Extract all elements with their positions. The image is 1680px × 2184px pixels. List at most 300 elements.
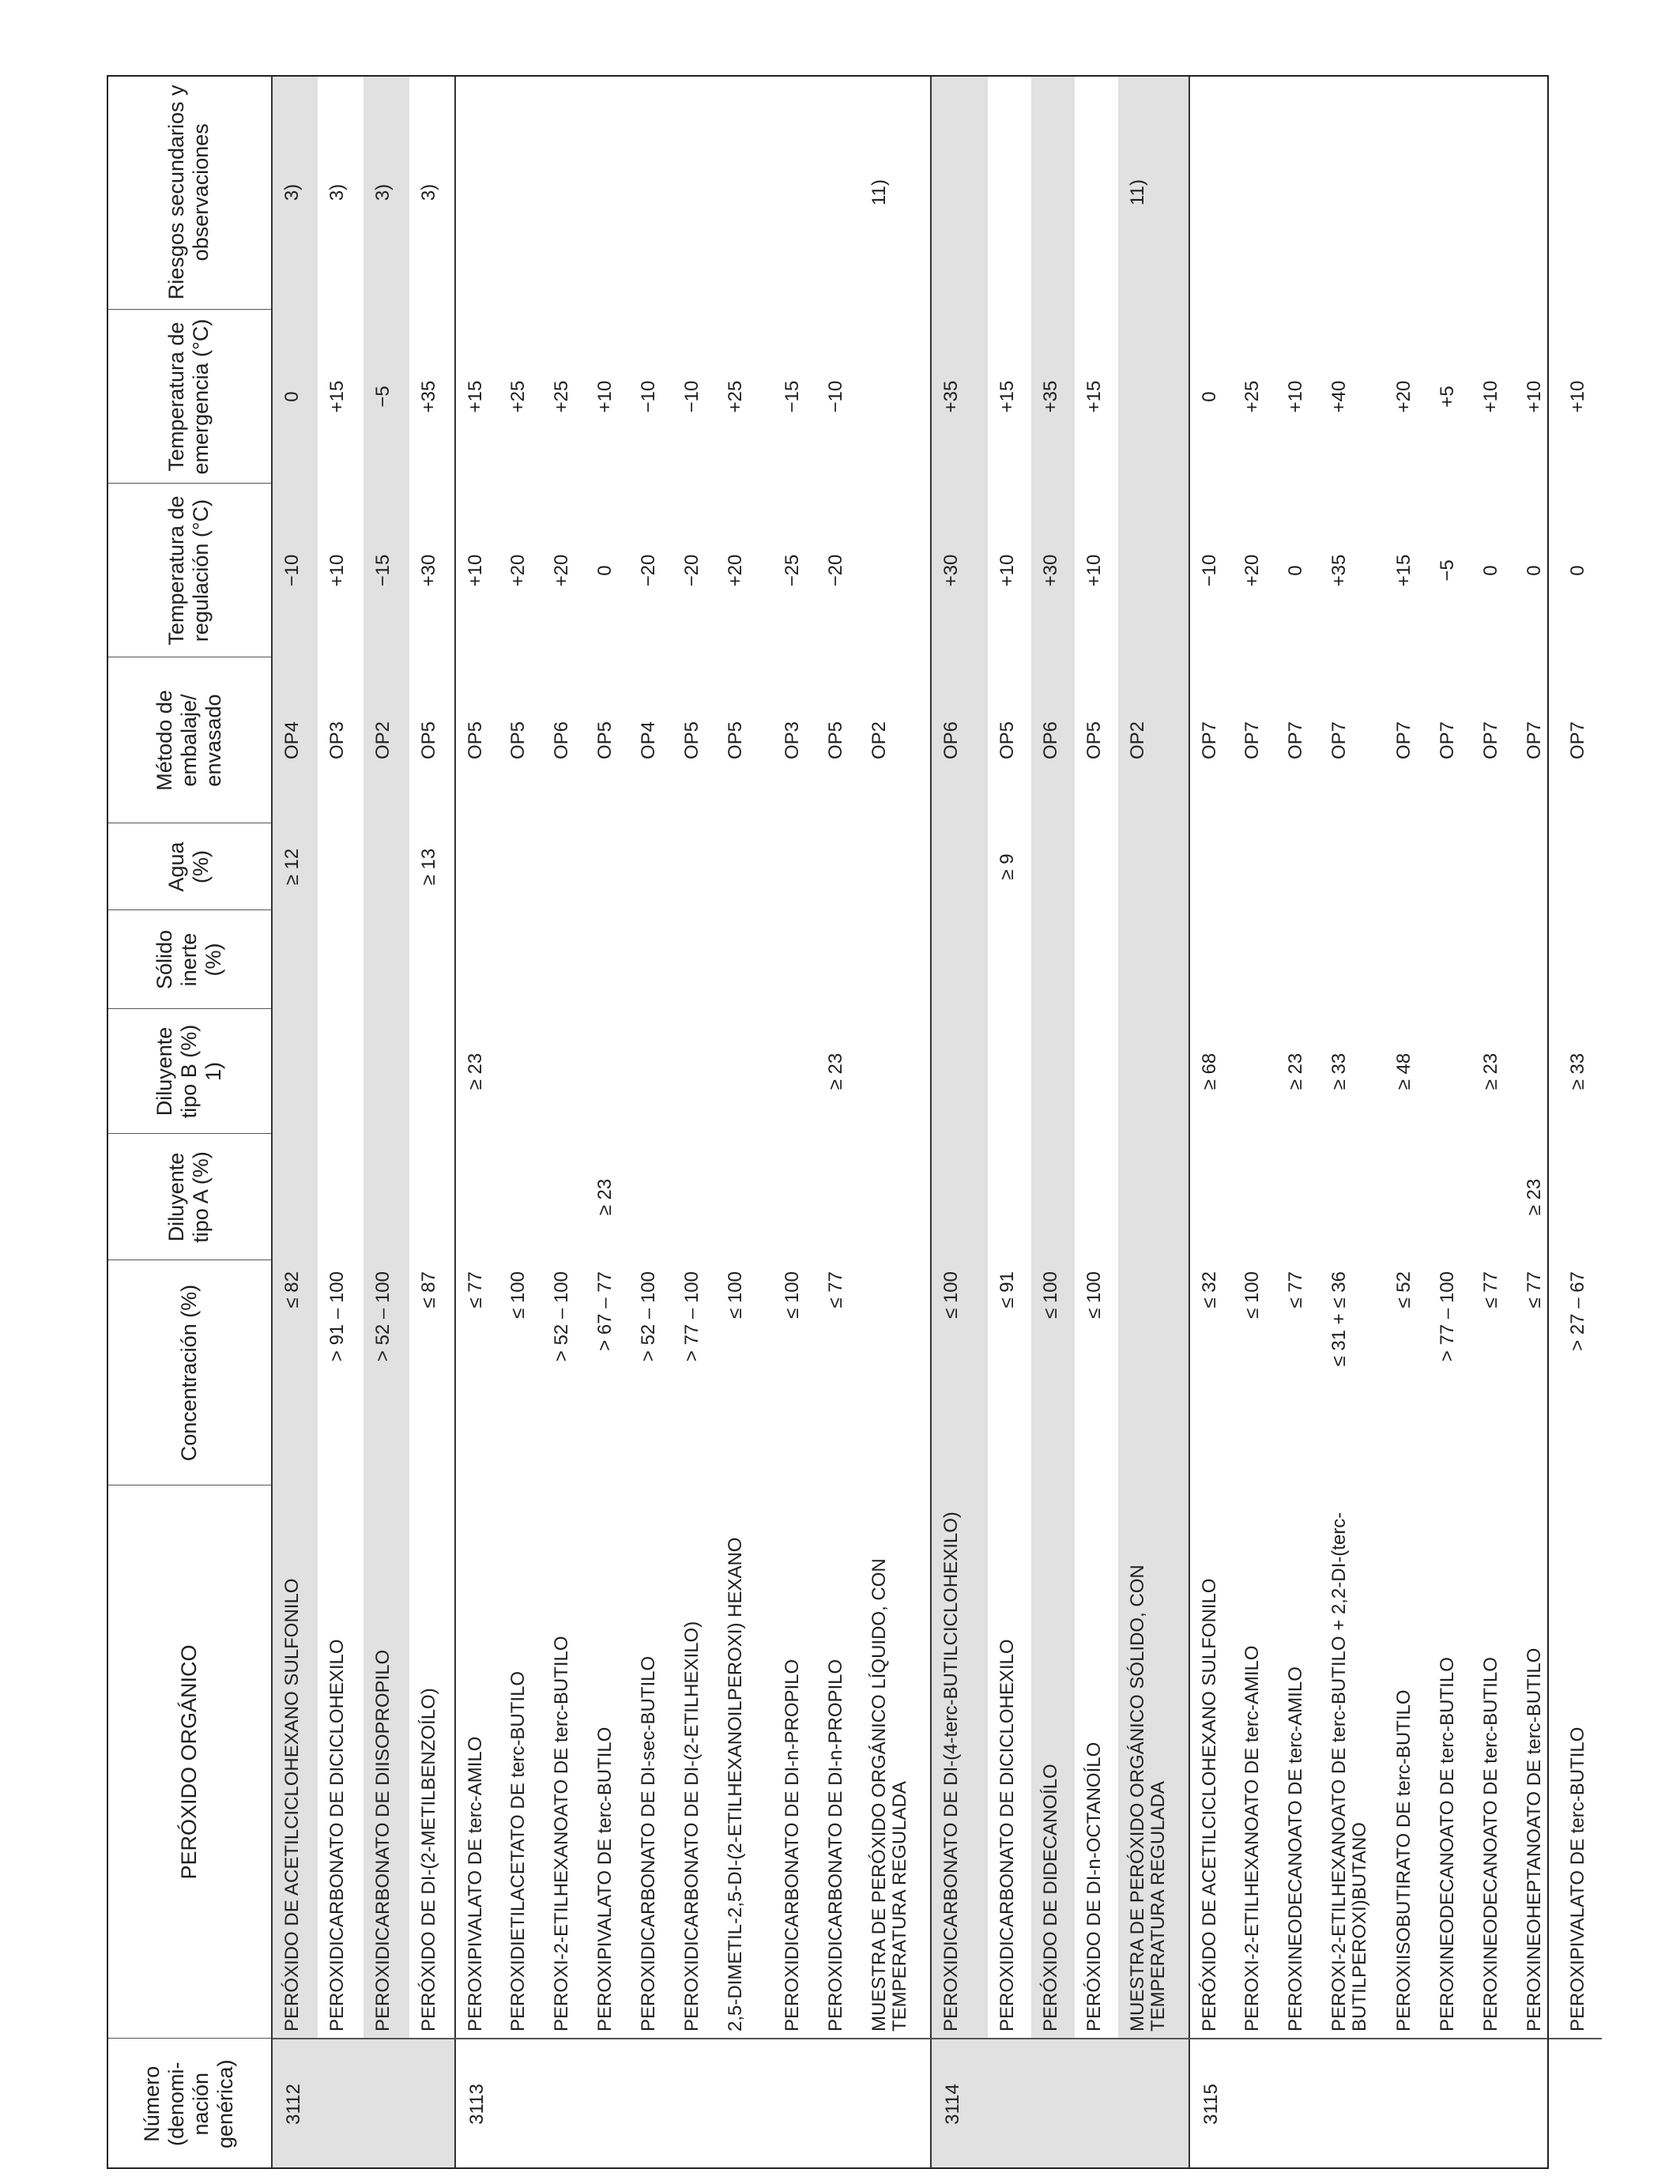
cell-diluyente-b: ≥ 23 (455, 1009, 499, 1134)
cell-diluyente-a (409, 1134, 455, 1260)
cell-temp-regulacion: +30 (1031, 484, 1075, 657)
cell-agua (1428, 823, 1471, 910)
cell-metodo: OP5 (418, 721, 439, 760)
cell-peroxido: PEROXIDICARBONATO DE DI-n-PROPILO (825, 1659, 846, 2031)
cell-metodo: OP5 (996, 721, 1018, 760)
cell-diluyente-b (1515, 1009, 1558, 1134)
cell-temp-regulacion: +10 (1083, 554, 1105, 587)
cell-temp-regulacion: 0 (1285, 565, 1306, 576)
cell-metodo: OP2 (1118, 657, 1189, 823)
cell-temp-emergencia: +40 (1328, 380, 1350, 413)
cell-riesgos (1075, 75, 1118, 310)
cell-concentracion: ≤ 100 (725, 1271, 746, 1319)
cell-metodo: OP5 (681, 721, 703, 760)
cell-concentracion: ≤ 52 (1393, 1271, 1414, 1309)
cell-concentracion: ≤ 77 (455, 1260, 499, 1485)
rotated-table-page (107, 75, 1588, 2169)
cell-metodo: OP5 (594, 721, 616, 760)
cell-solido-inerte (629, 910, 672, 1009)
header-numero: Número (denomi- nación genérica) (107, 2039, 272, 2169)
cell-agua (1189, 823, 1233, 910)
cell-numero: 3113 (455, 2039, 931, 2169)
cell-peroxido: PEROXIDICARBONATO DE DI-n-PROPILO (782, 1659, 803, 2031)
cell-diluyente-b: ≥ 33 (1328, 1052, 1350, 1090)
cell-solido-inerte (409, 910, 455, 1009)
cell-diluyente-b (1031, 1009, 1075, 1134)
cell-riesgos (586, 75, 629, 310)
cell-temp-emergencia: +10 (594, 380, 616, 413)
cell-peroxido: PEROXI-2-ETILHEXANOATO DE terc-BUTILO + 2,2-DI-(terc-BUTILPEROXI)BUTANO (1328, 1512, 1370, 2031)
cell-diluyente-a (455, 1134, 499, 1260)
cell-temp-emergencia: +35 (418, 380, 439, 413)
cell-solido-inerte (773, 910, 816, 1009)
cell-diluyente-a (499, 1134, 542, 1260)
cell-concentracion (860, 1260, 931, 1485)
cell-temp-emergencia: +10 (1567, 380, 1588, 413)
cell-riesgos (455, 75, 499, 310)
cell-agua (455, 823, 499, 910)
cell-metodo: OP4 (638, 721, 659, 760)
cell-riesgos (499, 75, 542, 310)
table-row (499, 75, 542, 2169)
cell-concentracion: > 27 – 67 (1567, 1271, 1588, 1351)
table-row (1276, 75, 1320, 2169)
cell-agua (1118, 823, 1189, 910)
cell-temp-emergencia: +20 (1393, 380, 1414, 413)
cell-agua (586, 823, 629, 910)
cell-diluyente-a: ≥ 23 (1524, 1178, 1545, 1216)
cell-metodo: OP5 (1083, 721, 1105, 760)
cell-temp-regulacion: +30 (931, 484, 988, 657)
cell-diluyente-b: ≥ 68 (1189, 1009, 1233, 1134)
cell-solido-inerte (860, 910, 931, 1009)
cell-diluyente-a (1558, 1134, 1602, 1260)
table-row (860, 75, 931, 2169)
cell-temp-regulacion: −5 (1437, 559, 1458, 582)
cell-peroxido: PEROXIISOBUTIRATO DE terc-BUTILO (1393, 1689, 1414, 2031)
cell-agua (1471, 823, 1515, 910)
table-body (272, 75, 1602, 2169)
cell-riesgos (1471, 75, 1515, 310)
cell-concentracion: > 91 – 100 (326, 1271, 348, 1362)
table-row (1384, 75, 1428, 2169)
cell-peroxido: PEROXINEODECANOATO DE terc-BUTILO (1480, 1657, 1501, 2031)
cell-diluyente-b (860, 1009, 931, 1134)
cell-diluyente-b (672, 1009, 716, 1134)
cell-solido-inerte (672, 910, 716, 1009)
cell-metodo: OP7 (1285, 721, 1306, 760)
cell-riesgos (1515, 75, 1558, 310)
cell-agua (1075, 823, 1118, 910)
cell-riesgos: 3) (326, 183, 348, 201)
cell-metodo: OP7 (1393, 721, 1414, 760)
cell-concentracion: ≤ 77 (1285, 1271, 1306, 1309)
cell-diluyente-b (363, 1009, 409, 1134)
cell-diluyente-b: ≥ 48 (1393, 1052, 1414, 1090)
header-riesgos: Riesgos secundarios y observaciones (107, 75, 272, 310)
cell-peroxido: MUESTRA DE PERÓXIDO ORGÁNICO SÓLIDO, CON TEMPERATURA REGULADA (1118, 1485, 1189, 2039)
cell-metodo: OP6 (931, 657, 988, 823)
cell-riesgos (931, 75, 988, 310)
table-row (1515, 75, 1558, 2169)
cell-temp-regulacion: 0 (1567, 565, 1588, 576)
cell-agua: ≥ 13 (418, 848, 439, 886)
table-row (988, 75, 1031, 2169)
table-row (1118, 75, 1189, 2169)
table-row (1558, 75, 1602, 2169)
cell-temp-regulacion: −20 (825, 554, 846, 587)
cell-concentracion: ≤ 100 (1241, 1271, 1263, 1319)
cell-diluyente-a (931, 1134, 988, 1260)
cell-numero: 3112 (272, 2039, 455, 2169)
cell-diluyente-a (629, 1134, 672, 1260)
cell-riesgos (672, 75, 716, 310)
cell-temp-emergencia: +10 (1285, 380, 1306, 413)
table-row (1471, 75, 1515, 2169)
cell-temp-emergencia: +25 (1241, 380, 1263, 413)
cell-diluyente-a (1075, 1134, 1118, 1260)
cell-solido-inerte (1471, 910, 1515, 1009)
cell-peroxido: PEROXINEOHEPTANOATO DE terc-BUTILO (1524, 1647, 1545, 2031)
cell-temp-emergencia: −10 (681, 380, 703, 413)
cell-diluyente-b (586, 1009, 629, 1134)
cell-diluyente-b: ≥ 23 (1480, 1052, 1501, 1090)
cell-temp-regulacion: 0 (1480, 565, 1501, 576)
cell-metodo: OP2 (363, 657, 409, 823)
cell-solido-inerte (1233, 910, 1276, 1009)
cell-peroxido: PEROXIDICARBONATO DE DICICLOHEXILO (996, 1639, 1018, 2031)
cell-concentracion: ≤ 100 (1031, 1260, 1075, 1485)
cell-temp-regulacion: +10 (455, 484, 499, 657)
cell-diluyente-b: ≥ 33 (1567, 1052, 1588, 1090)
cell-metodo: OP7 (1328, 721, 1350, 760)
cell-diluyente-b (542, 1009, 586, 1134)
cell-diluyente-a (1471, 1134, 1515, 1260)
table-row (318, 75, 363, 2169)
cell-numero: 3114 (931, 2039, 1189, 2169)
cell-riesgos (816, 75, 860, 310)
organic-peroxide-table (107, 75, 1602, 2169)
cell-diluyente-a: ≥ 23 (594, 1178, 616, 1216)
cell-peroxido: PERÓXIDO DE DI-n-OCTANOÍLO (1083, 1742, 1105, 2031)
cell-diluyente-a (1118, 1134, 1189, 1260)
cell-concentracion: > 77 – 100 (681, 1271, 703, 1362)
cell-temp-emergencia: +25 (551, 380, 572, 413)
cell-temp-regulacion: +35 (1328, 554, 1350, 587)
table-row (542, 75, 586, 2169)
cell-solido-inerte (1276, 910, 1320, 1009)
cell-concentracion: > 52 – 100 (638, 1271, 659, 1362)
cell-temp-regulacion: +20 (507, 554, 529, 587)
cell-temp-regulacion: −20 (638, 554, 659, 587)
cell-riesgos: 11) (868, 179, 890, 205)
cell-peroxido: PEROXI-2-ETILHEXANOATO DE terc-BUTILO (551, 1636, 572, 2031)
cell-temp-emergencia: −5 (363, 310, 409, 484)
cell-temp-emergencia: 0 (1189, 310, 1233, 484)
cell-agua (672, 823, 716, 910)
cell-concentracion: ≤ 77 (1480, 1271, 1501, 1309)
cell-diluyente-b (318, 1009, 363, 1134)
header-diluyente-a: Diluyente tipo A (%) (107, 1134, 272, 1260)
cell-concentracion: ≤ 77 (1524, 1271, 1545, 1309)
cell-concentracion: ≤ 32 (1189, 1260, 1233, 1485)
cell-temp-emergencia: −10 (638, 380, 659, 413)
header-diluyente-b: Diluyente tipo B (%) 1) (107, 1009, 272, 1134)
cell-agua (318, 823, 363, 910)
cell-temp-regulacion: +20 (551, 554, 572, 587)
cell-agua (860, 823, 931, 910)
cell-agua (499, 823, 542, 910)
table-row (629, 75, 672, 2169)
cell-diluyente-b (409, 1009, 455, 1134)
cell-diluyente-a (1428, 1134, 1471, 1260)
table-row (931, 75, 988, 2169)
cell-solido-inerte (499, 910, 542, 1009)
cell-riesgos (716, 75, 773, 310)
cell-agua: ≥ 9 (996, 853, 1018, 880)
cell-temp-regulacion: −10 (272, 484, 318, 657)
table-row (586, 75, 629, 2169)
cell-temp-regulacion: +15 (1393, 554, 1414, 587)
cell-peroxido: PEROXIDIETILACETATO DE terc-BUTILO (507, 1670, 529, 2031)
cell-metodo: OP3 (326, 721, 348, 760)
cell-concentracion: ≤ 87 (418, 1271, 439, 1309)
cell-concentracion: ≤ 100 (1083, 1271, 1105, 1319)
cell-temp-regulacion: −25 (782, 554, 803, 587)
cell-diluyente-a (1384, 1134, 1428, 1260)
cell-concentracion: ≤ 100 (931, 1260, 988, 1485)
cell-metodo: OP7 (1437, 721, 1458, 760)
cell-diluyente-b: ≥ 23 (1285, 1052, 1306, 1090)
cell-diluyente-b: ≥ 23 (825, 1052, 846, 1090)
cell-metodo: OP5 (507, 721, 529, 760)
header-solido-inerte: Sólido inerte (%) (107, 910, 272, 1009)
cell-riesgos (1031, 75, 1075, 310)
cell-temp-regulacion: +30 (418, 554, 439, 587)
cell-concentracion: ≤ 31 + ≤ 36 (1328, 1271, 1350, 1367)
cell-diluyente-a (1031, 1134, 1075, 1260)
table-row (1320, 75, 1384, 2169)
cell-riesgos (773, 75, 816, 310)
cell-agua (1515, 823, 1558, 910)
header-temp-emergencia: Temperatura de emergencia (°C) (107, 310, 272, 484)
cell-diluyente-a (716, 1134, 773, 1260)
cell-metodo: OP2 (868, 721, 890, 760)
cell-solido-inerte (318, 910, 363, 1009)
cell-riesgos (1428, 75, 1471, 310)
cell-peroxido: PERÓXIDO DE DI-(2-METILBENZOÍLO) (418, 1688, 439, 2031)
cell-peroxido: PEROXIDICARBONATO DE DI-sec-BUTILO (638, 1655, 659, 2031)
cell-peroxido: 2,5-DIMETIL-2,5-DI-(2-ETILHEXANOILPEROXI) HEXANO (725, 1537, 746, 2031)
table-row (1428, 75, 1471, 2169)
header-metodo-embalaje: Método de embalaje/ envasado (107, 657, 272, 823)
cell-solido-inerte (816, 910, 860, 1009)
cell-temp-emergencia: +25 (725, 380, 746, 413)
table-row (716, 75, 773, 2169)
cell-riesgos (1558, 75, 1602, 310)
cell-riesgos: 11) (1118, 75, 1189, 310)
cell-agua (1276, 823, 1320, 910)
cell-peroxido: PERÓXIDO DE ACETILCICLOHEXANO SULFONILO (1189, 1485, 1233, 2039)
cell-concentracion: > 52 – 100 (363, 1260, 409, 1485)
cell-diluyente-a (988, 1134, 1031, 1260)
cell-temp-emergencia: +10 (1480, 380, 1501, 413)
cell-temp-emergencia: +25 (507, 380, 529, 413)
cell-riesgos (1189, 75, 1233, 310)
cell-diluyente-a (773, 1134, 816, 1260)
cell-peroxido: PEROXIDICARBONATO DE DIISOPROPILO (363, 1485, 409, 2039)
cell-diluyente-b (1118, 1009, 1189, 1134)
table-row (816, 75, 860, 2169)
cell-concentracion: ≤ 77 (825, 1271, 846, 1309)
cell-metodo: OP7 (1480, 721, 1501, 760)
cell-diluyente-b (931, 1009, 988, 1134)
table-row (1031, 75, 1075, 2169)
cell-peroxido: PEROXIDICARBONATO DE DI-(2-ETILHEXILO) (681, 1621, 703, 2031)
cell-diluyente-a (860, 1134, 931, 1260)
cell-riesgos: 3) (363, 75, 409, 310)
cell-peroxido: PEROXIDICARBONATO DE DICICLOHEXILO (326, 1639, 348, 2031)
cell-solido-inerte (1428, 910, 1471, 1009)
cell-concentracion: ≤ 100 (782, 1271, 803, 1319)
cell-temp-emergencia (860, 310, 931, 484)
cell-temp-emergencia: +15 (1083, 380, 1105, 413)
cell-temp-regulacion (1118, 484, 1189, 657)
cell-diluyente-a (1189, 1134, 1233, 1260)
cell-agua (1031, 823, 1075, 910)
cell-solido-inerte (455, 910, 499, 1009)
cell-solido-inerte (1320, 910, 1384, 1009)
cell-metodo: OP7 (1524, 721, 1545, 760)
cell-temp-regulacion: +10 (996, 554, 1018, 587)
cell-temp-regulacion: −10 (1189, 484, 1233, 657)
table-row (409, 75, 455, 2169)
cell-riesgos (988, 75, 1031, 310)
cell-riesgos: 3) (272, 75, 318, 310)
cell-diluyente-a (542, 1134, 586, 1260)
cell-diluyente-b (1233, 1009, 1276, 1134)
cell-concentracion (1118, 1260, 1189, 1485)
cell-diluyente-b (272, 1009, 318, 1134)
table-row (1189, 75, 1233, 2169)
cell-concentracion: ≤ 82 (272, 1260, 318, 1485)
cell-riesgos (629, 75, 672, 310)
cell-agua (1384, 823, 1428, 910)
cell-solido-inerte (1031, 910, 1075, 1009)
cell-concentracion: ≤ 100 (507, 1271, 529, 1319)
cell-agua (716, 823, 773, 910)
cell-agua (1233, 823, 1276, 910)
cell-temp-emergencia: +10 (1524, 380, 1545, 413)
table-row (1075, 75, 1118, 2169)
cell-peroxido: PEROXIPIVALATO DE terc-BUTILO (1567, 1726, 1588, 2031)
cell-diluyente-b (499, 1009, 542, 1134)
cell-agua (363, 823, 409, 910)
cell-concentracion: > 77 – 100 (1437, 1271, 1458, 1362)
cell-temp-regulacion: +20 (725, 554, 746, 587)
cell-temp-regulacion: +20 (1241, 554, 1263, 587)
cell-concentracion: > 67 – 77 (594, 1271, 616, 1351)
cell-agua (1558, 823, 1602, 910)
cell-agua (1320, 823, 1384, 910)
cell-metodo: OP7 (1241, 721, 1263, 760)
cell-temp-regulacion: −15 (363, 484, 409, 657)
header-peroxido-organico: PERÓXIDO ORGÁNICO (107, 1485, 272, 2039)
header-temp-regulacion: Temperatura de regulación (°C) (107, 484, 272, 657)
cell-temp-emergencia: 0 (272, 310, 318, 484)
header-row (107, 75, 272, 2169)
cell-temp-emergencia: +5 (1437, 386, 1458, 408)
cell-diluyente-b (629, 1009, 672, 1134)
cell-peroxido: MUESTRA DE PERÓXIDO ORGÁNICO LÍQUIDO, CON TEMPERATURA REGULADA (868, 1558, 910, 2031)
cell-solido-inerte (1515, 910, 1558, 1009)
cell-solido-inerte (1075, 910, 1118, 1009)
table-row (773, 75, 816, 2169)
cell-metodo: OP5 (825, 721, 846, 760)
cell-metodo: OP5 (455, 657, 499, 823)
header-concentracion: Concentración (%) (107, 1260, 272, 1485)
cell-peroxido: PEROXINEODECANOATO DE terc-AMILO (1285, 1666, 1306, 2031)
cell-solido-inerte (1384, 910, 1428, 1009)
cell-riesgos (1276, 75, 1320, 310)
cell-temp-emergencia: +15 (326, 380, 348, 413)
cell-temp-emergencia: +35 (1031, 310, 1075, 484)
cell-metodo: OP4 (272, 657, 318, 823)
cell-diluyente-b (1428, 1009, 1471, 1134)
cell-peroxido: PEROXINEODECANOATO DE terc-BUTILO (1437, 1657, 1458, 2031)
table-row (272, 75, 318, 2169)
cell-temp-emergencia: −15 (782, 380, 803, 413)
table-row (1233, 75, 1276, 2169)
cell-solido-inerte (272, 910, 318, 1009)
cell-agua (816, 823, 860, 910)
cell-metodo: OP7 (1189, 657, 1233, 823)
cell-solido-inerte (363, 910, 409, 1009)
cell-diluyente-b (773, 1009, 816, 1134)
cell-temp-regulacion: 0 (1524, 565, 1545, 576)
table-row (363, 75, 409, 2169)
cell-riesgos (1320, 75, 1384, 310)
cell-temp-regulacion: 0 (594, 565, 616, 576)
cell-solido-inerte (1189, 910, 1233, 1009)
cell-agua (542, 823, 586, 910)
cell-agua (931, 823, 988, 910)
table-row (455, 75, 499, 2169)
cell-diluyente-b (716, 1009, 773, 1134)
cell-riesgos: 3) (418, 183, 439, 201)
cell-solido-inerte (716, 910, 773, 1009)
cell-metodo: OP6 (551, 721, 572, 760)
cell-temp-emergencia: −10 (825, 380, 846, 413)
cell-temp-regulacion: −20 (681, 554, 703, 587)
cell-riesgos (542, 75, 586, 310)
cell-riesgos (1233, 75, 1276, 310)
cell-riesgos (1384, 75, 1428, 310)
cell-peroxido: PEROXIDICARBONATO DE DI-(4-terc-BUTILCICLOHEXILO) (931, 1485, 988, 2039)
cell-diluyente-b (988, 1009, 1031, 1134)
cell-metodo: OP3 (782, 721, 803, 760)
cell-diluyente-a (318, 1134, 363, 1260)
cell-diluyente-a (1233, 1134, 1276, 1260)
cell-metodo: OP7 (1567, 721, 1588, 760)
header-agua: Agua (%) (107, 823, 272, 910)
cell-solido-inerte (542, 910, 586, 1009)
cell-solido-inerte (586, 910, 629, 1009)
cell-diluyente-a (363, 1134, 409, 1260)
cell-metodo: OP6 (1031, 657, 1075, 823)
cell-diluyente-a (816, 1134, 860, 1260)
cell-temp-emergencia: +35 (931, 310, 988, 484)
